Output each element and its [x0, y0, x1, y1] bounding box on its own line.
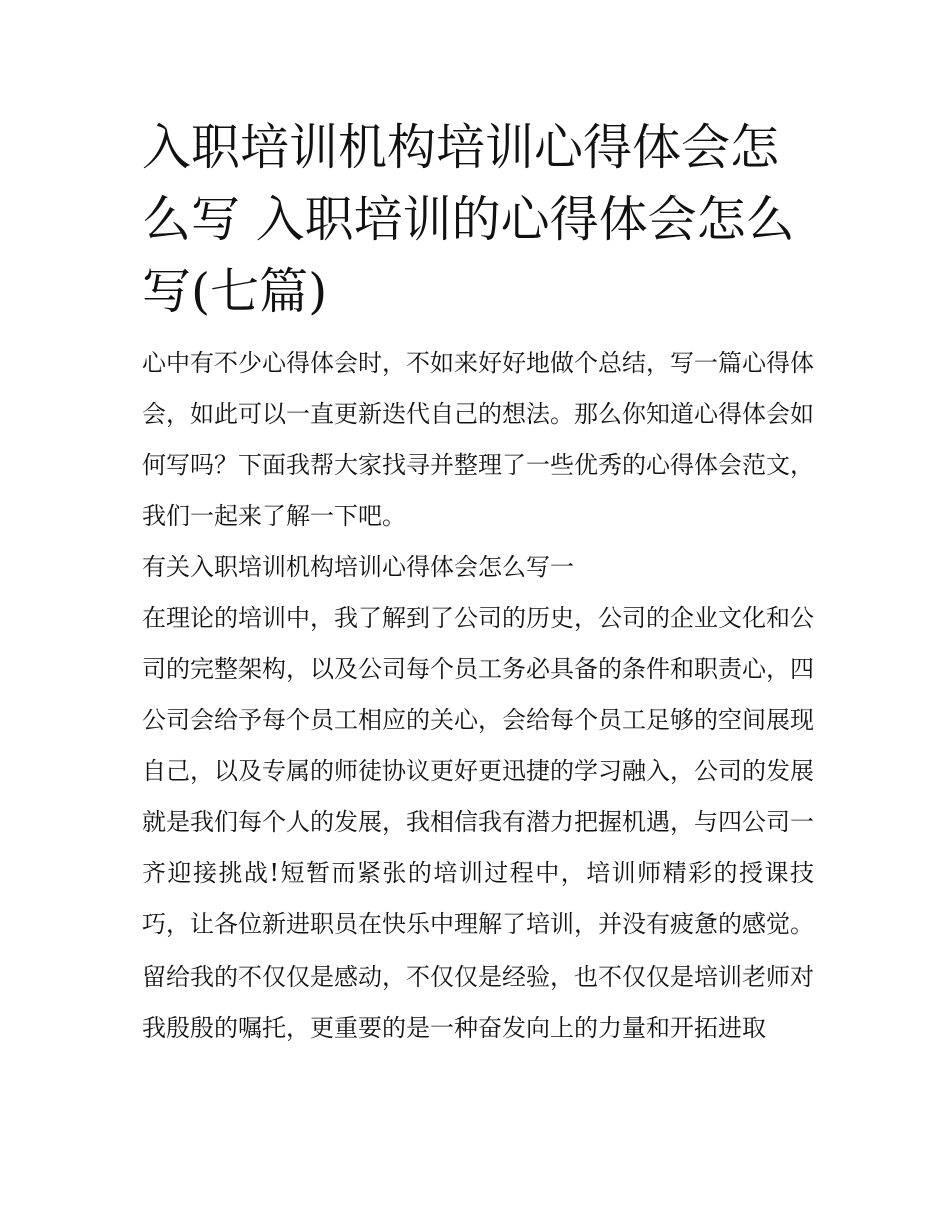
body-paragraph: 在理论的培训中，我了解到了公司的历史，公司的企业文化和公司的完整架构，以及公司每个员工务必具备的条件和职责心，四公司会给予每个员工相应的关心，会给每个员工足够的空间展现自己，以及专属的师徒协议更好更迅捷的学习融入，公司的发展就是我们每个人的发展，我相信我有潜力把握机遇，与四公司一齐迎接挑战!短暂而紧张的培训过程中，培训师精彩的授课技巧，让各位新进职员在快乐中理解了培训，并没有疲惫的感觉。	[142, 604, 814, 938]
document-content	[142, 112, 814, 1054]
body-paragraph: 留给我的不仅仅是感动，不仅仅是经验，也不仅仅是培训老师对我殷殷的嘱托，更重要的是一种奋发向上的力量和开拓进取	[142, 963, 814, 1042]
intro-paragraph: 心中有不少心得体会时，不如来好好地做个总结，写一篇心得体会，如此可以一直更新迭代自己的想法。那么你知道心得体会如何写吗？下面我帮大家找寻并整理了一些优秀的心得体会范文，我们一起来了解一下吧。	[142, 349, 814, 530]
section-heading: 有关入职培训机构培训心得体会怎么写一	[142, 553, 574, 581]
document-title: 入职培训机构培训心得体会怎么写 入职培训的心得体会怎么写(七篇)	[142, 119, 795, 320]
